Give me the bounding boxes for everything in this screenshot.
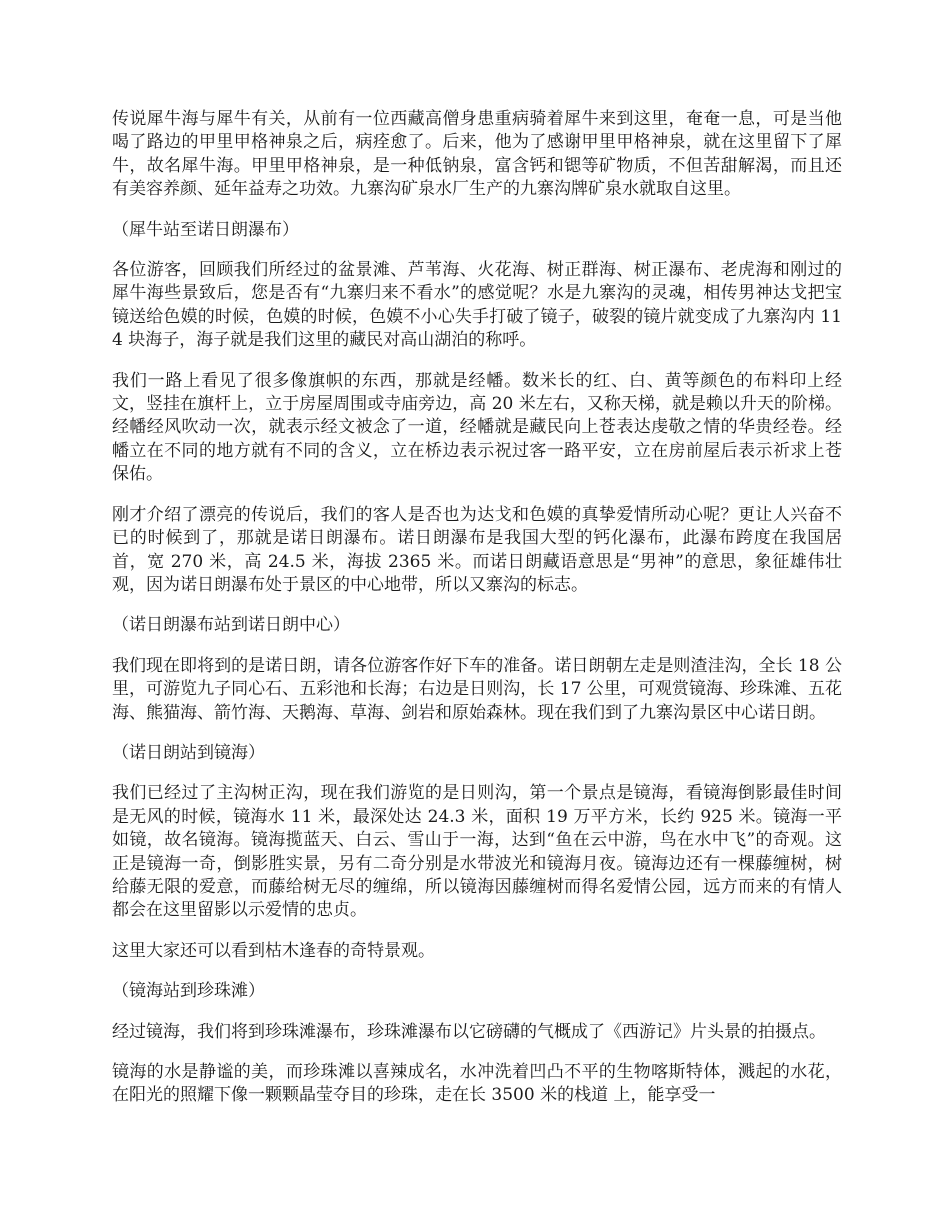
paragraph-pearl-shoal-falls: 经过镜海，我们将到珍珠滩瀑布，珍珠滩瀑布以它磅礴的气概成了《西游记》片头景的拍摄点。 — [112, 1021, 826, 1042]
paragraph-water-soul: 各位游客，回顾我们所经过的盆景滩、芦苇海、火花海、树正群海、树正瀑布、老虎海和刚过的犀牛海些景致后，您是否有“九寨归来不看水”的感觉呢？水是九寨沟的灵魂，相传男神达戈把宝镜送给色嫫的时候，色嫫的时候，色嫫不小心失手打破了镜子，破裂的镜片就变成了九寨沟内 114 块海子，海子就是我们这里的藏民对高山湖泊的称呼。 — [112, 260, 842, 351]
section-heading-mirror-lake-to-pearl-shoal: （镜海站到珍珠滩） — [112, 981, 265, 1002]
paragraph-nuorilang-falls: 刚才介绍了漂亮的传说后，我们的客人是否也为达戈和色嫫的真挚爱情所动心呢？更让人兴奋不已的时候到了，那就是诺日朗瀑布。诺日朗瀑布是我国大型的钙化瀑布，此瀑布跨度在我国居首，宽 270 米，高 24.5 米，海拔 2365 米。而诺日朗藏语意思是“男神”的意思，象征雄伟壮观，因为诺日朗瀑布处于景区的中心地带，所以又寨沟的标志。 — [112, 504, 842, 595]
document-body — [112, 108, 842, 1125]
section-heading-xiniu-to-nuorilang-falls: （犀牛站至诺日朗瀑布） — [112, 219, 299, 240]
paragraph-dead-tree-spring: 这里大家还可以看到枯木逢春的奇特景观。 — [112, 940, 435, 961]
paragraph-xiniu-legend: 传说犀牛海与犀牛有关，从前有一位西藏高僧身患重病骑着犀牛来到这里，奄奄一息，可是当他喝了路边的甲里甲格神泉之后，病痊愈了。后来，他为了感谢甲里甲格神泉，就在这里留下了犀牛，故名犀牛海。甲里甲格神泉，是一种低钠泉，富含钙和锶等矿物质，不但苦甜解渴，而且还有美容养颜、延年益寿之功效。九寨沟矿泉水厂生产的九寨沟牌矿泉水就取自这里。 — [112, 109, 842, 200]
paragraph-prayer-flags: 我们一路上看见了很多像旗帜的东西，那就是经幡。数米长的红、白、黄等颜色的布料印上经文，竖挂在旗杆上，立于房屋周围或寺庙旁边，高 20 米左右，又称天梯，就是赖以升天的阶梯。经幡经风吹动一次，就表示经文被念了一道，经幡就是藏民向上苍表达虔敬之情的华贵经卷。经幡立在不同的地方就有不同的含义，立在桥边表示祝过客一路平安，立在房前屋后表示祈求上苍保佑。 — [112, 370, 842, 485]
paragraph-nuorilang-center: 我们现在即将到的是诺日朗，请各位游客作好下车的准备。诺日朗朝左走是则渣洼沟，全长 18 公里，可游览九子同心石、五彩池和长海；右边是日则沟，长 17 公里，可观赏镜海、珍珠滩、五花海、熊猫海、箭竹海、天鹅海、草海、剑岩和原始森林。现在我们到了九寨沟景区中心诺日朗。 — [112, 655, 842, 723]
paragraph-mirror-lake: 我们已经过了主沟树正沟，现在我们游览的是日则沟，第一个景点是镜海，看镜海倒影最佳时间是无风的时候，镜海水 11 米，最深处达 24.3 米，面积 19 万平方米，长约 925 米。镜海一平如镜，故名镜海。镜海揽蓝天、白云、雪山于一海，达到“鱼在云中游，鸟在水中飞”的奇观。这正是镜海一奇，倒影胜实景，另有二奇分别是水带波光和镜海月夜。镜海边还有一棵藤缠树，树给藤无限的爱意，而藤给树无尽的缠绵，所以镜海因藤缠树而得名爱情公园，远方而来的有情人都会在这里留影以示爱情的忠贞。 — [112, 783, 842, 921]
paragraph-pearl-shoal: 镜海的水是静谧的美，而珍珠滩以喜辣成名，水冲洗着凹凸不平的生物喀斯特体，溅起的水花，在阳光的照耀下像一颗颗晶莹夺目的珍珠，走在长 3500 米的栈道 上，能享受一 — [112, 1062, 842, 1106]
section-heading-nuorilang-to-mirror-lake: （诺日朗站到镜海） — [112, 742, 265, 763]
section-heading-falls-to-nuorilang-center: （诺日朗瀑布站到诺日朗中心） — [112, 615, 350, 636]
